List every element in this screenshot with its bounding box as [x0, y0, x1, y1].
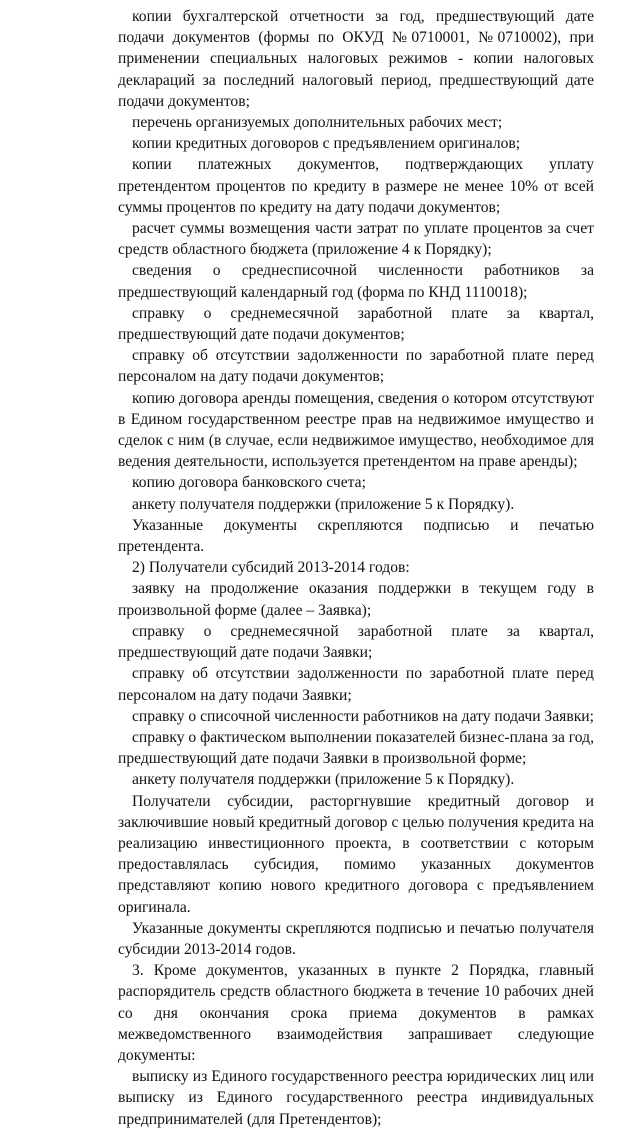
paragraph-lease-agreement: копию договора аренды помещения, сведения о котором отсутствуют в Едином государственном реестре прав на недвижимое имущество и сделок с ним (в случае, если недвижимое имущество, необходимое для ведения деятельности, используется претендентом на праве аренды); [118, 389, 594, 471]
paragraph-salary-certificate: справку о среднемесячной заработной плате за квартал, предшествующий дате подачи документов; [118, 304, 594, 344]
paragraph-support-questionnaire-2: анкету получателя поддержки (приложение 5 к Порядку). [132, 771, 515, 789]
paragraph-headcount-info: сведения о среднесписочной численности работников за предшествующий календарный год (форма по КНД 1110018); [118, 262, 594, 301]
paragraph-compensation-calculation: расчет суммы возмещения части затрат по уплате процентов за счет средств областного бюджета (приложение 4 к Порядку); [118, 220, 594, 259]
paragraph-headcount-certificate: справку о списочной численности работников на дату подачи Заявки; [132, 707, 594, 725]
paragraph-credit-agreements: копии кредитных договоров с предъявлением оригиналов; [132, 135, 521, 153]
paragraph-additional-jobs: перечень организуемых дополнительных рабочих мест; [132, 114, 503, 132]
paragraph-signature-note-2: Указанные документы скрепляются подписью и печатью получателя субсидии 2013-2014 годов. [118, 919, 594, 958]
document-page [118, 6, 594, 1130]
paragraph-no-debt-certificate-2: справку об отсутствии задолженности по заработной плате перед персоналом на дату подачи Заявки; [118, 665, 594, 704]
paragraph-recipients-heading: 2) Получатели субсидий 2013-2014 годов: [132, 559, 410, 577]
paragraph-new-credit-agreement: Получатели субсидии, расторгнувшие кредитный договор и заключившие новый кредитный договор с целью получения кредита на реализацию инвестиционного проекта, в соответствии с которым предоставлялась субсидия, помимо указанных документов представляют копию нового кредитного договора с предъявлением оригинала. [118, 792, 594, 916]
paragraph-payment-documents: копии платежных документов, подтверждающих уплату претендентом процентов по кредиту в размере не менее 10% от всей суммы процентов по кредиту на дату подачи документов; [118, 156, 594, 216]
paragraph-salary-certificate-2: справку о среднемесячной заработной плате за квартал, предшествующий дате подачи Заявки; [118, 622, 594, 662]
paragraph-application: заявку на продолжение оказания поддержки в текущем году в произвольной форме (далее – Заявка); [118, 580, 594, 619]
paragraph-signature-note: Указанные документы скрепляются подписью и печатью претендента. [118, 516, 594, 556]
paragraph-accounting-reports: копии бухгалтерской отчетности за год, предшествующий дате подачи документов (формы по ОКУД №0710001, №0710002), при применении специальных налоговых режимов - копии налоговых деклараций за последний налоговый период, предшествующий дате подачи документов; [118, 8, 594, 110]
paragraph-bank-account: копию договора банковского счета; [132, 474, 366, 492]
paragraph-business-plan: справку о фактическом выполнении показателей бизнес-плана за год, предшествующий дате подачи Заявки в произвольной форме; [118, 728, 594, 768]
paragraph-support-questionnaire: анкету получателя поддержки (приложение 5 к Порядку). [132, 495, 515, 513]
paragraph-interagency-request: 3. Кроме документов, указанных в пункте 2 Порядка, главный распорядитель средств областного бюджета в течение 10 рабочих дней со дня окончания срока приема документов в рамках межведомственного взаимодействия запрашивает следующие документы: [118, 962, 594, 1064]
paragraph-no-debt-certificate: справку об отсутствии задолженности по заработной плате перед персоналом на дату подачи документов; [118, 347, 594, 386]
paragraph-registry-extract: выписку из Единого государственного реестра юридических лиц или выписку из Единого государственного реестра индивидуальных предпринимателей (для Претендентов); [118, 1068, 594, 1128]
